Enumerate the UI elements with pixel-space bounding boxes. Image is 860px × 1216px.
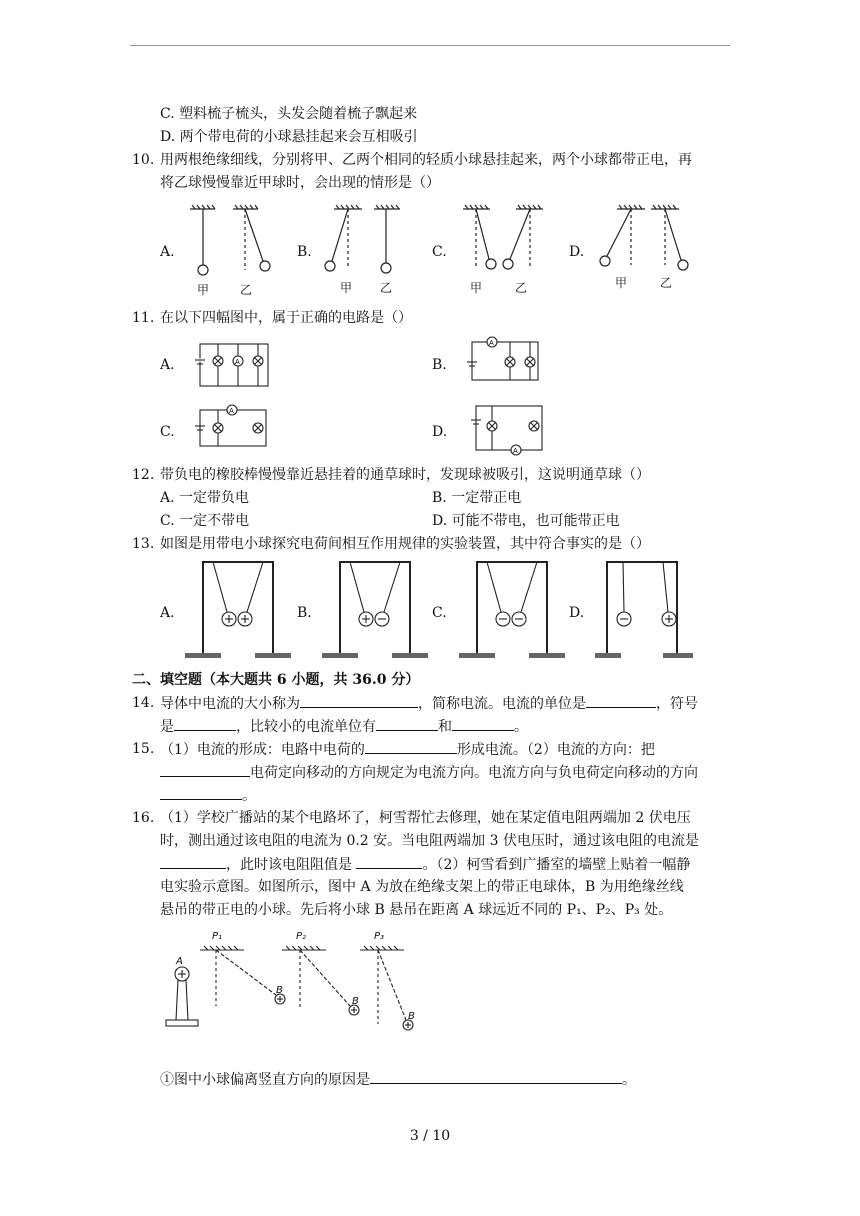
q10-label-b: B. [297,244,312,260]
q14-text-3: ，符号 [656,696,698,712]
q10-stem-line2: 将乙球慢慢靠近甲球时，会出现的情形是（） [160,175,440,191]
q10-label-a: A. [160,244,175,260]
svg-text:A: A [229,407,234,415]
q16-line1: （1）学校广播站的某个电路坏了，柯雪帮忙去修理，她在某定值电阻两端加 2 伏电压 [160,810,691,826]
q14-text-4: 是 [160,719,174,735]
q16-line3 [160,854,690,875]
q14-text-1: 导体中电流的大小称为 [160,696,300,712]
q16-sub1 [160,1069,636,1090]
q12-option-d: D. 可能不带电，也可能带正电 [432,513,620,529]
q13-figure-b [320,558,430,663]
q14-text-7: 。 [514,719,528,735]
q16-sub1-end: 。 [622,1072,636,1088]
q16-fig-label-p1: P₁ [212,931,223,942]
q10-d-label-jia: 甲 [615,276,628,290]
q13-number: 13. [132,536,155,552]
q11-circuit-b [466,334,546,384]
q13-label-b: B. [297,605,312,621]
svg-text:A: A [513,447,518,455]
q16-line2: 时，测出通过该电阻的电流为 0.2 安。当电阻两端加 3 伏电压时，通过该电阻的电流是 [160,833,699,849]
q10-stem-line1: 用两根绝缘细线，分别将甲、乙两个相同的轻质小球悬挂起来，两个小球都带正电，再 [160,152,692,168]
q13-stem: 如图是用带电小球探究电荷间相互作用规律的实验装置，其中符合事实的是（） [160,536,650,552]
q15-text-2: 形成电流。（2）电流的方向：把 [456,742,655,758]
q16-fig-label-b3: B [408,1011,415,1022]
q10-c-label-yi: 乙 [515,281,528,295]
q9-option-c: C. 塑料梳子梳头，头发会随着梳子飘起来 [160,106,418,122]
q14-line1 [160,693,698,714]
q15-line2 [160,762,698,783]
q12-option-c: C. 一定不带电 [160,513,250,529]
q14-blank-4[interactable] [376,716,438,731]
q14-text-2: ，简称电流。电流的单位是 [418,696,586,712]
q16-blank-3[interactable] [370,1069,622,1084]
q14-number: 14. [132,695,155,711]
q13-figure-c [457,558,567,663]
q15-number: 15. [132,741,155,757]
q16-fig-label-b1: B [276,985,283,996]
q10-figure-d [595,205,695,300]
header-rule [130,45,730,46]
q10-number: 10. [132,152,155,168]
svg-text:A: A [489,339,494,347]
q11-label-c: C. [160,424,175,440]
q16-number: 16. [132,810,155,826]
q15-text-3: 电荷定向移动的方向规定为电流方向。电流方向与负电荷定向移动的方向 [250,765,698,781]
q15-line3 [160,785,256,806]
q12-stem: 带负电的橡胶棒慢慢靠近悬挂着的通草球时，发现球被吸引，这说明通草球（） [160,467,650,483]
q14-text-5: ，比较小的电流单位有 [236,719,376,735]
q16-blank-2[interactable] [356,854,422,869]
q11-circuit-a [194,340,274,390]
q10-b-label-yi: 乙 [380,281,393,295]
q15-blank-1[interactable] [365,739,457,754]
q13-figure-a [183,558,293,663]
q14-blank-1[interactable] [300,693,418,708]
q10-d-label-yi: 乙 [660,276,673,290]
q16-text-1: ，此时该电阻阻值是 [226,857,352,873]
q16-line5: 悬吊的带正电的小球。先后将小球 B 悬吊在距离 A 球远近不同的 P₁、P₂、P₃ 处。 [160,902,673,918]
q16-fig-label-p3: P₃ [374,931,385,942]
q10-label-d: D. [569,244,585,260]
q13-label-a: A. [160,605,175,621]
section-2-heading: 二、填空题（本大题共 6 小题，共 36.0 分） [132,672,420,688]
q10-a-label-jia: 甲 [197,283,210,297]
q15-blank-2[interactable] [160,762,250,777]
q11-label-b: B. [432,357,447,373]
q16-blank-1[interactable] [160,854,226,869]
q16-text-2: 。（2）柯雪看到广播室的墙壁上贴着一幅静 [422,857,691,873]
page-number: 3 / 10 [409,1128,451,1144]
q16-line4: 电实验示意图。如图所示，图中 A 为放在绝缘支架上的带正电球体，B 为用绝缘丝线 [160,879,684,895]
q11-circuit-c [194,402,274,452]
q11-stem: 在以下四幅图中，属于正确的电路是（） [160,310,412,326]
q16-electrostatic-figure [160,930,420,1035]
q12-number: 12. [132,467,155,483]
q10-b-label-jia: 甲 [340,281,353,295]
q11-label-a: A. [160,357,175,373]
q15-text-4: 。 [242,788,256,804]
q14-blank-3[interactable] [174,716,236,731]
q14-blank-5[interactable] [452,716,514,731]
q9-option-d: D. 两个带电荷的小球悬挂起来会互相吸引 [160,129,418,145]
q15-blank-3[interactable] [160,785,242,800]
q13-label-d: D. [569,605,585,621]
q16-fig-label-a: A [176,956,183,967]
q11-number: 11. [132,310,155,326]
q16-fig-label-p2: P₂ [296,931,307,942]
q10-c-label-jia: 甲 [470,281,483,295]
q16-sub1-text: ①图中小球偏离竖直方向的原因是 [160,1072,370,1088]
q11-circuit-d [470,404,550,459]
q10-label-c: C. [432,244,447,260]
q11-label-d: D. [432,424,448,440]
q10-figure-b [322,205,422,300]
q12-option-a: A. 一定带负电 [160,490,250,506]
q14-line2 [160,716,528,737]
q13-label-c: C. [432,605,447,621]
q15-line1 [160,739,655,760]
q14-blank-2[interactable] [586,693,656,708]
q15-text-1: （1）电流的形成：电路中电荷的 [160,742,365,758]
q16-fig-label-b2: B [352,996,359,1007]
q12-option-b: B. 一定带正电 [432,490,522,506]
q14-text-6: 和 [438,719,452,735]
q13-figure-d [593,558,703,663]
q10-a-label-yi: 乙 [240,283,253,297]
svg-text:A: A [235,358,240,366]
